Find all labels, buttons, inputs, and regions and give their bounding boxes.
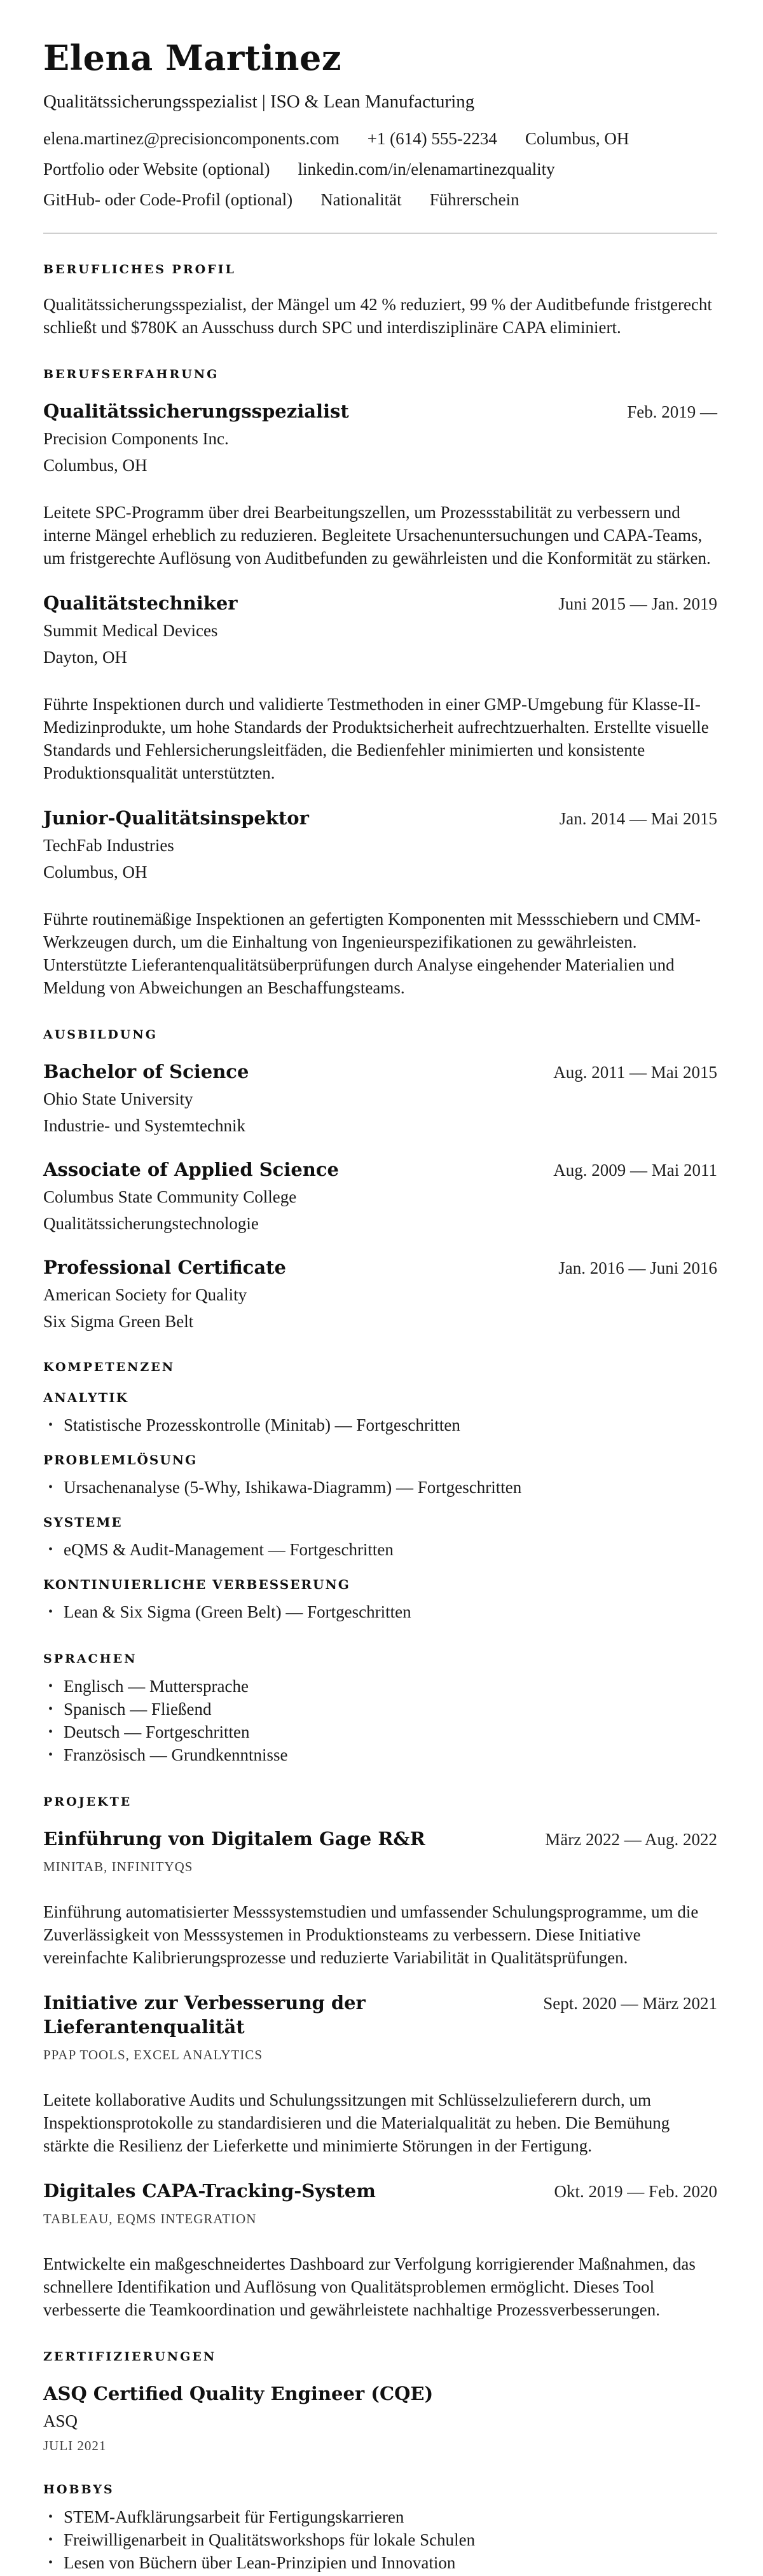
job-location: Dayton, OH: [43, 648, 127, 667]
skill-group-name: SYSTEME: [43, 1515, 123, 1530]
project-entry: [43, 2179, 717, 2321]
section-heading-skills: KOMPETENZEN: [43, 1360, 175, 1375]
skill-group: [43, 1514, 717, 1561]
project-description: Einführung automatisierter Messsystemstudien und umfassender Schulungsprogramme, um die Zuverlässigkeit von Messsystemen in Produktionsteams zu verbessern. Diese Initiative vereinfachte Kalibrierungsprozesse und reduzierte Variabilität in Qualitätsprüfungen.: [43, 1902, 699, 1968]
header-divider: [43, 233, 717, 234]
section-heading-projects: PROJEKTE: [43, 1795, 132, 1809]
job-entry: [43, 399, 717, 569]
project-title: Einführung von Digitalem Gage R&R: [43, 1828, 425, 1850]
section-experience: [43, 367, 717, 999]
skill-item: • Lean & Six Sigma (Green Belt) — Fortgeschritten: [43, 1600, 717, 1623]
project-title: Digitales CAPA-Tracking-System: [43, 2180, 376, 2202]
skill-item: • Ursachenanalyse (5-Why, Ishikawa-Diagramm) — Fortgeschritten: [43, 1476, 717, 1499]
education-degree: Bachelor of Science: [43, 1061, 249, 1083]
skill-list: [43, 1600, 717, 1623]
job-head: [43, 591, 717, 615]
education-dates: Aug. 2011 — Mai 2015: [553, 1063, 717, 1082]
education-dates: Jan. 2016 — Juni 2016: [558, 1258, 717, 1278]
education-head: [43, 1157, 717, 1182]
project-title: Initiative zur Verbesserung der Lieferantenqualität: [43, 1992, 366, 2038]
skill-group: [43, 1576, 717, 1623]
job-title: Qualitätssicherungsspezialist: [43, 400, 349, 423]
section-heading-hobbies: HOBBYS: [43, 2483, 114, 2497]
job-title: Junior-Qualitätsinspektor: [43, 807, 309, 829]
project-head: [43, 2179, 717, 2203]
certification-issuer: ASQ: [43, 2411, 78, 2431]
skill-group: [43, 1389, 717, 1436]
project-dates: März 2022 — Aug. 2022: [545, 1830, 717, 1850]
section-certifications: [43, 2349, 717, 2454]
job-head: [43, 806, 717, 830]
section-heading-profile: BERUFLICHES PROFIL: [43, 262, 236, 277]
job-entry: [43, 591, 717, 784]
education-dates: Aug. 2009 — Mai 2011: [553, 1161, 717, 1180]
job-dates: Juni 2015 — Jan. 2019: [558, 594, 717, 614]
section-heading-certifications: ZERTIFIZIERUNGEN: [43, 2350, 217, 2364]
education-degree: Professional Certificate: [43, 1257, 286, 1279]
job-company: Summit Medical Devices: [43, 621, 218, 641]
contact-nationality-placeholder: Nationalität: [320, 190, 402, 210]
education-entry: [43, 1255, 717, 1332]
job-description: Führte Inspektionen durch und validierte Testmethoden in einer GMP-Umgebung für Klasse-II-Medizinprodukte, um hohe Standards der Produktsicherheit aufrechtzuerhalten. Erstellte visuelle Standards und Fehlersicherungsleitfäden, die Bedienfehler minimierten und konsistente Produktionsqualität unterstützten.: [43, 695, 709, 783]
contact-location: Columbus, OH: [525, 129, 629, 149]
contact-email: elena.martinez@precisioncomponents.com: [43, 129, 340, 149]
education-school: Ohio State University: [43, 1089, 193, 1109]
contact-github-placeholder: GitHub- oder Code-Profil (optional): [43, 190, 293, 210]
project-tools: MINITAB, INFINITYQS: [43, 1859, 193, 1875]
contact-linkedin: linkedin.com/in/elenamartinezquality: [298, 160, 555, 179]
skill-list: [43, 1414, 717, 1436]
section-languages: [43, 1651, 717, 1766]
person-headline: Qualitätssicherungsspezialist | ISO & Lean Manufacturing: [43, 92, 475, 112]
contact-row-3: [43, 189, 717, 210]
job-dates: Jan. 2014 — Mai 2015: [559, 809, 717, 829]
language-list: [43, 1675, 717, 1766]
certification-date: JULI 2021: [43, 2438, 107, 2454]
language-item: • Französisch — Grundkenntnisse: [43, 1743, 717, 1766]
profile-summary: Qualitätssicherungsspezialist, der Mängel um 42 % reduziert, 99 % der Auditbefunde fristgerecht schließt und $780K an Ausschuss durch SPC und interdisziplinäre CAPA eliminiert.: [43, 295, 712, 337]
education-field: Six Sigma Green Belt: [43, 1312, 194, 1332]
job-dates: Feb. 2019 —: [627, 402, 717, 422]
project-dates: Sept. 2020 — März 2021: [543, 1994, 717, 2014]
language-item: • Spanisch — Fließend: [43, 1698, 717, 1721]
contact-license-placeholder: Führerschein: [429, 190, 519, 210]
education-head: [43, 1060, 717, 1084]
skill-item: • Statistische Prozesskontrolle (Minitab) — Fortgeschritten: [43, 1414, 717, 1436]
job-location: Columbus, OH: [43, 456, 148, 475]
section-heading-experience: BERUFSERFAHRUNG: [43, 367, 219, 382]
contact-phone: +1 (614) 555-2234: [367, 129, 497, 149]
job-location: Columbus, OH: [43, 862, 148, 882]
skill-group-name: KONTINUIERLICHE VERBESSERUNG: [43, 1577, 350, 1593]
section-profile: [43, 262, 717, 339]
hobby-list: [43, 2505, 717, 2574]
education-school: American Society for Quality: [43, 1285, 247, 1305]
project-entry: [43, 1827, 717, 1969]
education-head: [43, 1255, 717, 1279]
contact-row-2: [43, 159, 717, 179]
job-company: Precision Components Inc.: [43, 429, 229, 449]
person-name: Elena Martinez: [43, 37, 342, 78]
section-heading-education: AUSBILDUNG: [43, 1028, 158, 1042]
section-skills: [43, 1360, 717, 1623]
project-entry: [43, 1991, 717, 2157]
hobby-item: • STEM-Aufklärungsarbeit für Fertigungskarrieren: [43, 2505, 717, 2528]
skill-group-name: ANALYTIK: [43, 1390, 128, 1406]
skill-group: [43, 1452, 717, 1499]
skill-list: [43, 1476, 717, 1499]
education-entry: [43, 1060, 717, 1136]
project-description: Leitete kollaborative Audits und Schulungssitzungen mit Schlüsselzulieferern durch, um Inspektionsprotokolle zu standardisieren und die Materialqualität zu heben. Die Bemühung stärkte die Resilienz der Lieferkette und minimierte Störungen in der Fertigung.: [43, 2090, 670, 2156]
project-tools: PPAP TOOLS, EXCEL ANALYTICS: [43, 2047, 263, 2063]
certification-name: ASQ Certified Quality Engineer (CQE): [43, 2383, 434, 2405]
language-item: • Englisch — Muttersprache: [43, 1675, 717, 1698]
job-title: Qualitätstechniker: [43, 592, 238, 615]
project-dates: Okt. 2019 — Feb. 2020: [554, 2182, 717, 2202]
section-projects: [43, 1794, 717, 2321]
education-school: Columbus State Community College: [43, 1187, 297, 1207]
hobby-item: • Lesen von Büchern über Lean-Prinzipien und Innovation: [43, 2551, 717, 2574]
language-item: • Deutsch — Fortgeschritten: [43, 1721, 717, 1743]
contact-portfolio-placeholder: Portfolio oder Website (optional): [43, 160, 270, 179]
section-education: [43, 1027, 717, 1332]
hobby-item: • Freiwilligenarbeit in Qualitätsworkshops für lokale Schulen: [43, 2528, 717, 2551]
education-field: Qualitätssicherungstechnologie: [43, 1214, 259, 1234]
job-description: Leitete SPC-Programm über drei Bearbeitungszellen, um Prozessstabilität zu verbessern und interne Mängel erheblich zu reduzieren. Begleitete Ursachenuntersuchungen und CAPA-Teams, um fristgerechte Auflösung von Auditbefunden zu gewährleisten und die Konformität zu stärken.: [43, 503, 711, 568]
job-entry: [43, 806, 717, 999]
project-head: [43, 1827, 717, 1851]
skill-item: • eQMS & Audit-Management — Fortgeschritten: [43, 1538, 717, 1561]
education-entry: [43, 1157, 717, 1234]
education-field: Industrie- und Systemtechnik: [43, 1116, 245, 1136]
job-company: TechFab Industries: [43, 836, 174, 855]
education-degree: Associate of Applied Science: [43, 1159, 339, 1181]
job-description: Führte routinemäßige Inspektionen an gefertigten Komponenten mit Messschiebern und CMM-Werkzeugen durch, um die Einhaltung von Ingenieurspezifikationen zu gewährleisten. Unterstützte Lieferantenqualitätsüberprüfungen durch Analyse eingehender Materialien und Meldung von Abweichungen an Beschaffungsteams.: [43, 910, 701, 998]
project-tools: TABLEAU, EQMS INTEGRATION: [43, 2211, 257, 2227]
resume-header: [43, 39, 717, 210]
contact-row-1: [43, 128, 717, 149]
project-description: Entwickelte ein maßgeschneidertes Dashboard zur Verfolgung korrigierender Maßnahmen, das schnellere Identifikation und Auflösung von Qualitätsproblemen ermöglicht. Dieses Tool verbesserte die Teamkoordination und gewährleistete nachhaltige Prozessverbesserungen.: [43, 2254, 696, 2320]
project-head: [43, 1991, 717, 2039]
skill-list: [43, 1538, 717, 1561]
skill-group-name: PROBLEMLÖSUNG: [43, 1452, 198, 1468]
job-head: [43, 399, 717, 423]
section-heading-languages: SPRACHEN: [43, 1652, 137, 1666]
certification-entry: [43, 2382, 717, 2454]
section-hobbies: [43, 2482, 717, 2574]
